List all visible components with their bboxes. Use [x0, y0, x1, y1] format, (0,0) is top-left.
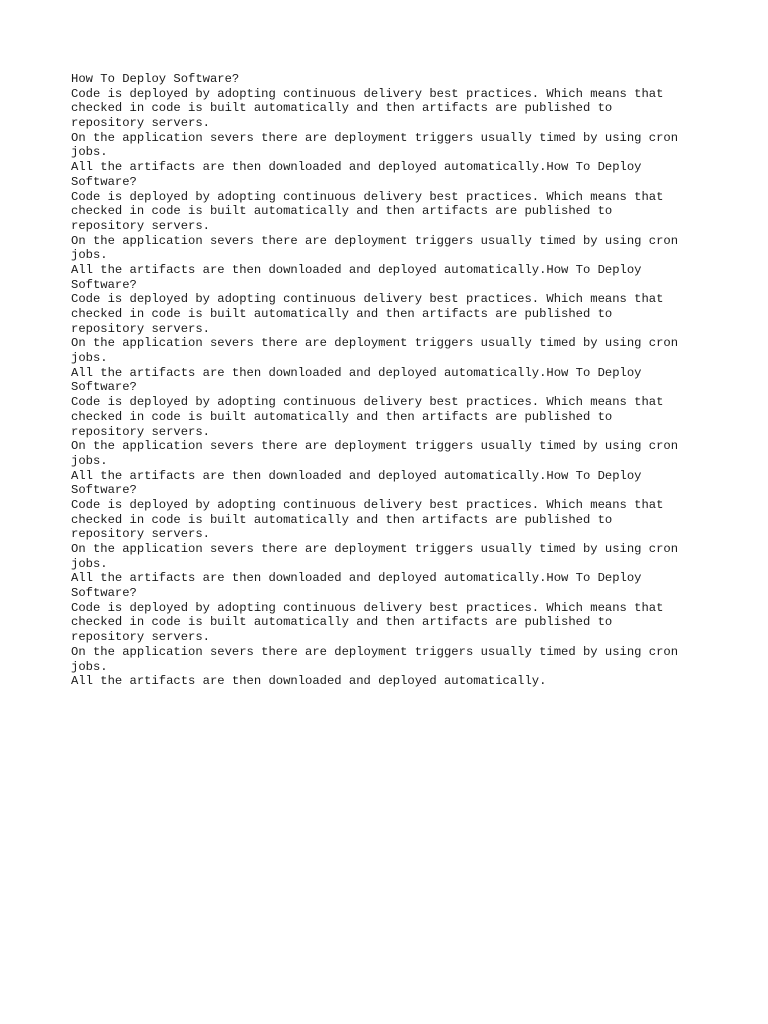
- text-line: All the artifacts are then downloaded and deployed automatically.How To Deploy: [71, 365, 642, 380]
- text-line: Software?: [71, 174, 137, 189]
- text-line: Software?: [71, 380, 137, 395]
- text-line: Software?: [71, 483, 137, 498]
- text-line: jobs.: [71, 453, 108, 468]
- text-line: jobs.: [71, 145, 108, 160]
- text-line: Code is deployed by adopting continuous delivery best practices. Which means that: [71, 292, 664, 307]
- text-line: jobs.: [71, 351, 108, 366]
- text-line: checked in code is built automatically and then artifacts are published to: [71, 512, 613, 527]
- text-line: repository servers.: [71, 630, 210, 645]
- text-line: On the application severs there are deployment triggers usually timed by using cron: [71, 439, 679, 454]
- text-line: repository servers.: [71, 218, 210, 233]
- text-line: On the application severs there are deployment triggers usually timed by using cron: [71, 233, 679, 248]
- text-line: jobs.: [71, 248, 108, 263]
- text-line: On the application severs there are deployment triggers usually timed by using cron: [71, 336, 679, 351]
- text-line: checked in code is built automatically and then artifacts are published to: [71, 307, 613, 321]
- text-line: Software?: [71, 277, 137, 292]
- text-line: On the application severs there are deployment triggers usually timed by using cron: [71, 130, 679, 145]
- text-line: jobs.: [71, 556, 108, 571]
- text-line: jobs.: [71, 659, 108, 674]
- text-line: repository servers.: [71, 424, 210, 439]
- text-line: On the application severs there are deployment triggers usually timed by using cron: [71, 644, 679, 659]
- text-line: repository servers.: [71, 116, 210, 131]
- document-page: [71, 72, 711, 689]
- text-line: checked in code is built automatically and then artifacts are published to: [71, 615, 613, 630]
- text-line: On the application severs there are deployment triggers usually timed by using cron: [71, 542, 679, 556]
- text-line: repository servers.: [71, 321, 210, 336]
- text-line: Code is deployed by adopting continuous delivery best practices. Which means that: [71, 189, 664, 204]
- text-line: All the artifacts are then downloaded and deployed automatically.How To Deploy: [71, 160, 642, 175]
- text-line: checked in code is built automatically and then artifacts are published to: [71, 409, 613, 424]
- text-line: Software?: [71, 586, 137, 601]
- text-line: All the artifacts are then downloaded and deployed automatically.: [71, 674, 547, 689]
- text-line: How To Deploy Software?: [71, 72, 240, 86]
- text-line: Code is deployed by adopting continuous delivery best practices. Which means that: [71, 600, 664, 615]
- text-line: All the artifacts are then downloaded and deployed automatically.How To Deploy: [71, 468, 642, 483]
- text-line: Code is deployed by adopting continuous delivery best practices. Which means that: [71, 497, 664, 512]
- text-line: Code is deployed by adopting continuous delivery best practices. Which means that: [71, 395, 664, 410]
- text-line: repository servers.: [71, 527, 210, 542]
- text-line: checked in code is built automatically and then artifacts are published to: [71, 101, 613, 116]
- text-line: Code is deployed by adopting continuous delivery best practices. Which means that: [71, 86, 664, 101]
- text-line: All the artifacts are then downloaded and deployed automatically.How To Deploy: [71, 262, 642, 277]
- text-line: checked in code is built automatically and then artifacts are published to: [71, 204, 613, 219]
- text-line: All the artifacts are then downloaded and deployed automatically.How To Deploy: [71, 571, 642, 586]
